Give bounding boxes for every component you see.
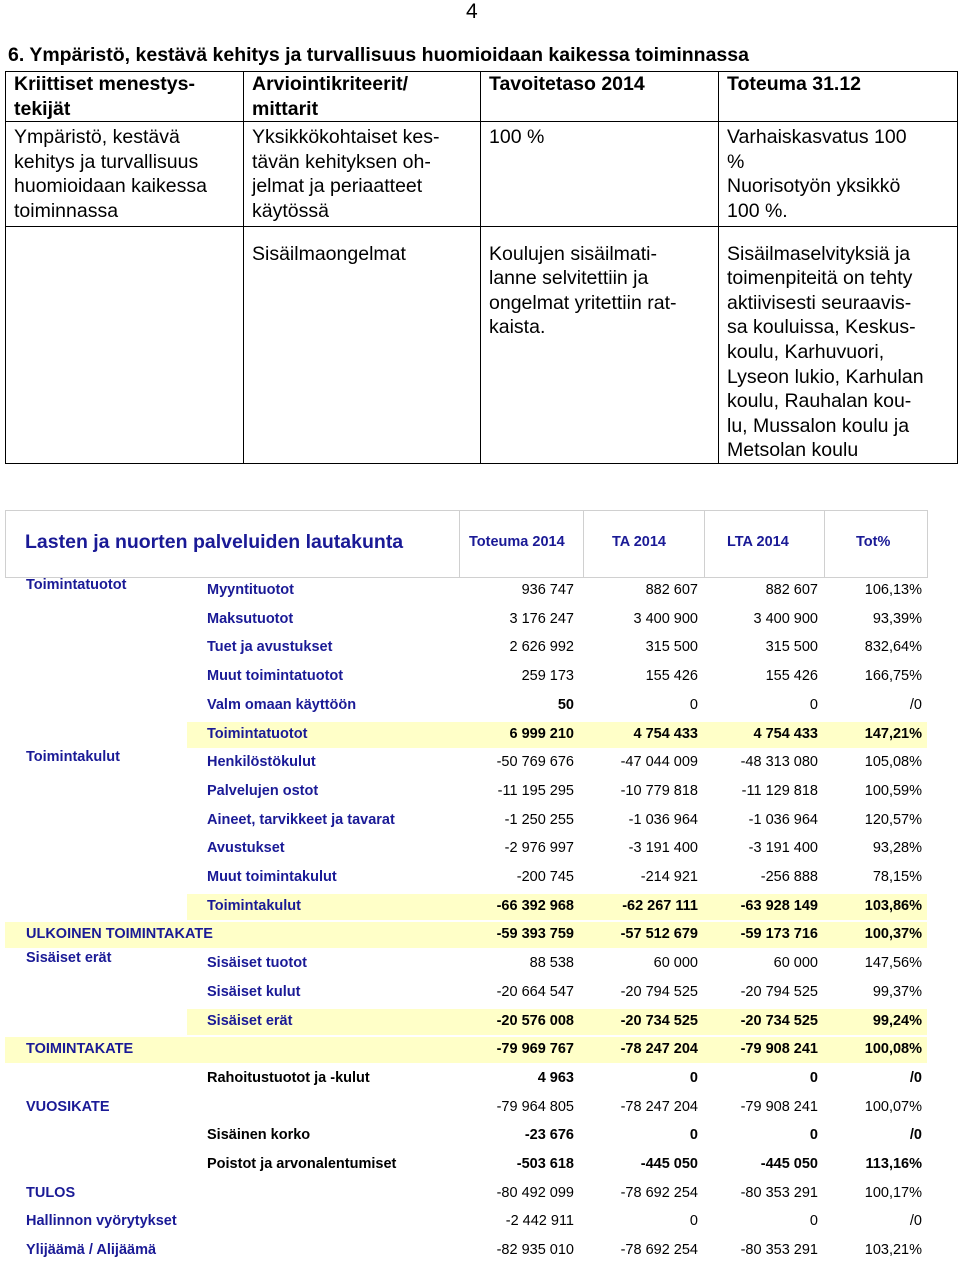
cell-line: lu, Mussalon koulu ja: [727, 414, 910, 437]
header-line: Toteuma 31.12: [727, 73, 862, 95]
row-value: 2 626 992: [509, 639, 574, 656]
row-value: 100,37%: [864, 926, 922, 943]
column-divider: [583, 511, 584, 577]
header-line: Kriittiset menestys-: [14, 73, 195, 95]
criteria-table: [5, 71, 958, 464]
cell-line: Nuorisotyön yksikkö: [727, 175, 901, 198]
cell-line: 100 %.: [727, 199, 788, 222]
row-value: -47 044 009: [620, 754, 698, 771]
finance-row: [0, 748, 960, 777]
finance-row: [0, 662, 960, 691]
finance-row: [0, 892, 960, 921]
row-category: Ylijäämä / Alijäämä: [26, 1242, 157, 1259]
row-value: 100,08%: [864, 1041, 922, 1058]
row-value: -62 267 111: [622, 897, 698, 914]
finance-row: [0, 720, 960, 749]
row-value: -20 734 525: [740, 1012, 818, 1029]
row-value: -2 442 911: [505, 1213, 574, 1230]
row-value: -20 794 525: [620, 983, 698, 1000]
row-label: Maksutuotot: [207, 610, 294, 627]
finance-row: [0, 1236, 960, 1265]
row-value: /0: [909, 1127, 922, 1144]
row-value: -3 191 400: [628, 840, 698, 857]
finance-row: [0, 863, 960, 892]
header-actual: [719, 72, 958, 122]
row-value: -3 191 400: [748, 840, 818, 857]
cell-line: Sisäilmaongelmat: [252, 242, 406, 265]
cell-line: koulu, Karhuvuori,: [727, 340, 885, 363]
row-label: Avustukset: [207, 840, 285, 857]
finance-row: [0, 1179, 960, 1208]
cell-line: tävän kehityksen oh-: [252, 150, 431, 173]
row-value: 4 754 433: [753, 725, 818, 742]
row-value: 120,57%: [864, 811, 922, 828]
row-label: Sisäinen korko: [207, 1127, 311, 1144]
row-value: 832,64%: [864, 639, 922, 656]
row-value: 882 607: [645, 582, 698, 598]
criteria-cell: [244, 122, 481, 226]
row-label: Palvelujen ostot: [207, 782, 319, 799]
row-value: 3 400 900: [753, 610, 818, 627]
row-category: ULKOINEN TOIMINTAKATE: [26, 926, 213, 943]
row-label: Muut toimintatuotot: [207, 668, 344, 685]
row-value: 0: [689, 1127, 698, 1144]
finance-row: [0, 777, 960, 806]
row-value: /0: [909, 1069, 922, 1086]
finance-row: [0, 978, 960, 1007]
row-value: -59 393 759: [496, 926, 574, 943]
row-value: 88 538: [529, 955, 574, 972]
cell-line: Varhaiskasvatus 100: [727, 126, 907, 149]
row-label: Sisäiset kulut: [207, 983, 301, 1000]
row-value: 60 000: [773, 955, 818, 972]
row-value: -66 392 968: [496, 897, 574, 914]
row-label: Toimintatuotot: [207, 725, 308, 742]
row-value: 103,86%: [864, 897, 922, 914]
criteria-cell: [481, 122, 719, 226]
row-value: -214 921: [640, 869, 698, 885]
column-divider: [824, 511, 825, 577]
cell-line: toiminnassa: [14, 199, 119, 222]
row-value: 99,24%: [872, 1012, 922, 1029]
row-value: 259 173: [521, 668, 574, 685]
row-value: -80 353 291: [740, 1184, 818, 1201]
cell-line: käytössä: [252, 199, 329, 222]
row-value: -80 492 099: [496, 1184, 574, 1201]
finance-row: [0, 605, 960, 634]
row-value: 60 000: [653, 955, 698, 972]
row-value: -82 935 010: [496, 1242, 574, 1259]
row-value: 100,07%: [864, 1098, 922, 1115]
row-value: 155 426: [645, 668, 698, 685]
row-value: 93,39%: [872, 610, 922, 627]
row-label: Aineet, tarvikkeet ja tavarat: [207, 811, 395, 828]
cell-line: Sisäilmaselvityksiä ja: [727, 242, 911, 265]
finance-row: [0, 691, 960, 720]
cell-line: huomioidaan kaikessa: [14, 175, 207, 198]
finance-row: [0, 633, 960, 662]
row-value: 93,28%: [872, 840, 922, 857]
cell-line: 100 %: [489, 126, 545, 149]
row-label: Sisäiset tuotot: [207, 955, 307, 972]
row-label: Henkilöstökulut: [207, 754, 316, 771]
row-value: -503 618: [516, 1156, 574, 1172]
row-category: TOIMINTAKATE: [26, 1041, 134, 1058]
row-value: -79 908 241: [740, 1098, 818, 1115]
header-line: tekijät: [14, 97, 71, 120]
row-value: 882 607: [765, 582, 818, 598]
row-value: 315 500: [765, 639, 818, 656]
finance-row: [0, 1150, 960, 1179]
row-category: Hallinnon vyörytykset: [26, 1213, 177, 1230]
row-value: 103,21%: [864, 1242, 922, 1259]
column-divider: [459, 511, 460, 577]
finance-row: [0, 1064, 960, 1093]
finance-title: Lasten ja nuorten palveluiden lautakunta: [25, 531, 404, 553]
row-category: Toimintatuotot: [26, 577, 127, 593]
row-label: Valm omaan käyttöön: [207, 696, 357, 713]
row-value: 3 176 247: [509, 610, 574, 627]
cell-line: Koulujen sisäilmati-: [489, 242, 657, 265]
row-category: VUOSIKATE: [26, 1098, 110, 1115]
row-value: 315 500: [645, 639, 698, 656]
row-label: Toimintakulut: [207, 897, 301, 914]
cell-line: toimenpiteitä on tehty: [727, 267, 913, 290]
cell-line: jelmat ja periaatteet: [252, 175, 423, 198]
row-value: 155 426: [765, 668, 818, 685]
header-criteria: [244, 72, 481, 122]
row-value: 147,56%: [864, 955, 922, 972]
row-value: 6 999 210: [509, 725, 574, 742]
row-value: -78 692 254: [620, 1184, 698, 1201]
criteria-cell: [719, 122, 958, 226]
cell-line: Metsolan koulu: [727, 439, 859, 462]
cell-line: Yksikkökohtaiset kes-: [252, 126, 440, 149]
row-value: -11 195 295: [497, 782, 574, 799]
column-divider: [704, 511, 705, 577]
row-label: Rahoitustuotot ja -kulut: [207, 1069, 370, 1086]
row-value: 0: [689, 1213, 698, 1230]
finance-row: [0, 1093, 960, 1122]
criteria-row: [6, 226, 958, 463]
finance-row: [0, 949, 960, 978]
row-value: 0: [809, 1069, 818, 1086]
row-value: 0: [809, 696, 818, 713]
row-value: 0: [809, 1127, 818, 1144]
row-value: 166,75%: [864, 668, 922, 685]
row-value: -11 129 818: [741, 782, 818, 799]
row-value: -2 976 997: [504, 840, 574, 857]
criteria-cell: [6, 226, 244, 463]
cell-line: sa kouluissa, Keskus-: [727, 316, 916, 339]
row-value: -50 769 676: [496, 754, 574, 771]
row-value: -63 928 149: [740, 897, 818, 914]
row-value: -200 745: [516, 869, 574, 885]
row-value: -20 734 525: [620, 1012, 698, 1029]
row-value: 105,08%: [864, 754, 922, 771]
finance-header-row: [5, 510, 928, 578]
criteria-row: [6, 122, 958, 226]
row-value: 4 963: [537, 1069, 574, 1086]
row-value: -78 692 254: [620, 1242, 698, 1259]
finance-row: [0, 920, 960, 949]
column-header-revised-budget: LTA 2014: [727, 534, 789, 550]
row-value: -80 353 291: [740, 1242, 818, 1259]
criteria-cell: [244, 226, 481, 463]
row-value: -79 908 241: [740, 1041, 818, 1058]
cell-line: lanne selvitettiin ja: [489, 267, 649, 290]
row-value: 147,21%: [864, 725, 922, 742]
row-value: 106,13%: [864, 582, 922, 598]
criteria-cell: [481, 226, 719, 463]
cell-line: kehitys ja turvallisuus: [14, 150, 199, 173]
finance-row: [0, 1007, 960, 1036]
row-value: -48 313 080: [740, 754, 818, 771]
row-value: 936 747: [521, 582, 574, 598]
cell-line: Lyseon lukio, Karhulan: [727, 365, 924, 388]
row-value: -445 050: [640, 1156, 698, 1172]
row-value: 0: [809, 1213, 818, 1230]
row-value: -445 050: [760, 1156, 818, 1172]
cell-line: Ympäristö, kestävä: [14, 126, 180, 149]
row-label: Myyntituotot: [207, 582, 294, 598]
row-value: -23 676: [524, 1127, 574, 1144]
row-value: -79 969 767: [496, 1041, 574, 1058]
cell-line: ongelmat yritettiin rat-: [489, 291, 677, 314]
row-value: 100,17%: [864, 1184, 922, 1201]
criteria-cell: [719, 226, 958, 463]
row-value: 113,16%: [865, 1156, 922, 1172]
row-value: -79 964 805: [496, 1098, 574, 1115]
row-value: /0: [909, 696, 922, 713]
row-value: -20 664 547: [496, 983, 574, 1000]
page-number: 4: [466, 0, 478, 23]
finance-row: [0, 1207, 960, 1236]
criteria-header-row: [6, 72, 958, 122]
cell-line: koulu, Rauhalan kou-: [727, 390, 912, 413]
header-line: Tavoitetaso 2014: [489, 73, 645, 95]
cell-line: kaista.: [489, 316, 546, 339]
column-header-percent: Tot%: [856, 534, 891, 550]
row-value: 100,59%: [864, 782, 922, 799]
finance-row: [0, 1035, 960, 1064]
header-target: [481, 72, 719, 122]
section-title: 6. Ympäristö, kestävä kehitys ja turvallisuus huomioidaan kaikessa toiminnassa: [8, 44, 749, 66]
row-value: -59 173 716: [740, 926, 818, 943]
row-value: 3 400 900: [633, 610, 698, 627]
row-label: Sisäiset erät: [207, 1012, 293, 1029]
cell-line: aktiivisesti seuraavis-: [727, 291, 912, 314]
row-value: 4 754 433: [633, 725, 698, 742]
finance-row: [0, 834, 960, 863]
row-value: -20 794 525: [740, 983, 818, 1000]
header-line: mittarit: [252, 97, 319, 120]
row-value: -256 888: [760, 869, 818, 885]
row-category: TULOS: [26, 1184, 76, 1201]
row-category: Sisäiset erät: [26, 950, 112, 967]
finance-row: [0, 576, 960, 605]
column-header-actual: Toteuma 2014: [469, 534, 565, 550]
row-value: -20 576 008: [496, 1012, 574, 1029]
cell-line: %: [727, 150, 745, 173]
row-value: -10 779 818: [620, 782, 698, 799]
header-critical-factors: [6, 72, 244, 122]
finance-row: [0, 1121, 960, 1150]
row-value: 78,15%: [872, 869, 922, 885]
row-value: -1 250 255: [504, 811, 574, 828]
row-label: Tuet ja avustukset: [207, 639, 333, 656]
row-label: Muut toimintakulut: [207, 869, 337, 885]
row-value: -57 512 679: [620, 926, 698, 943]
row-value: -1 036 964: [748, 811, 818, 828]
finance-row: [0, 806, 960, 835]
row-value: 50: [557, 696, 574, 713]
row-value: -78 247 204: [620, 1098, 698, 1115]
row-value: 99,37%: [872, 983, 922, 1000]
row-label: Poistot ja arvonalentumiset: [207, 1156, 397, 1172]
header-line: Arviointikriteerit/: [252, 73, 409, 95]
row-category: Toimintakulut: [26, 749, 120, 766]
row-value: -1 036 964: [628, 811, 698, 828]
column-header-budget: TA 2014: [612, 534, 666, 550]
row-value: -78 247 204: [620, 1041, 698, 1058]
row-value: 0: [689, 1069, 698, 1086]
row-value: 0: [689, 696, 698, 713]
row-value: /0: [909, 1213, 922, 1230]
criteria-cell: [6, 122, 244, 226]
